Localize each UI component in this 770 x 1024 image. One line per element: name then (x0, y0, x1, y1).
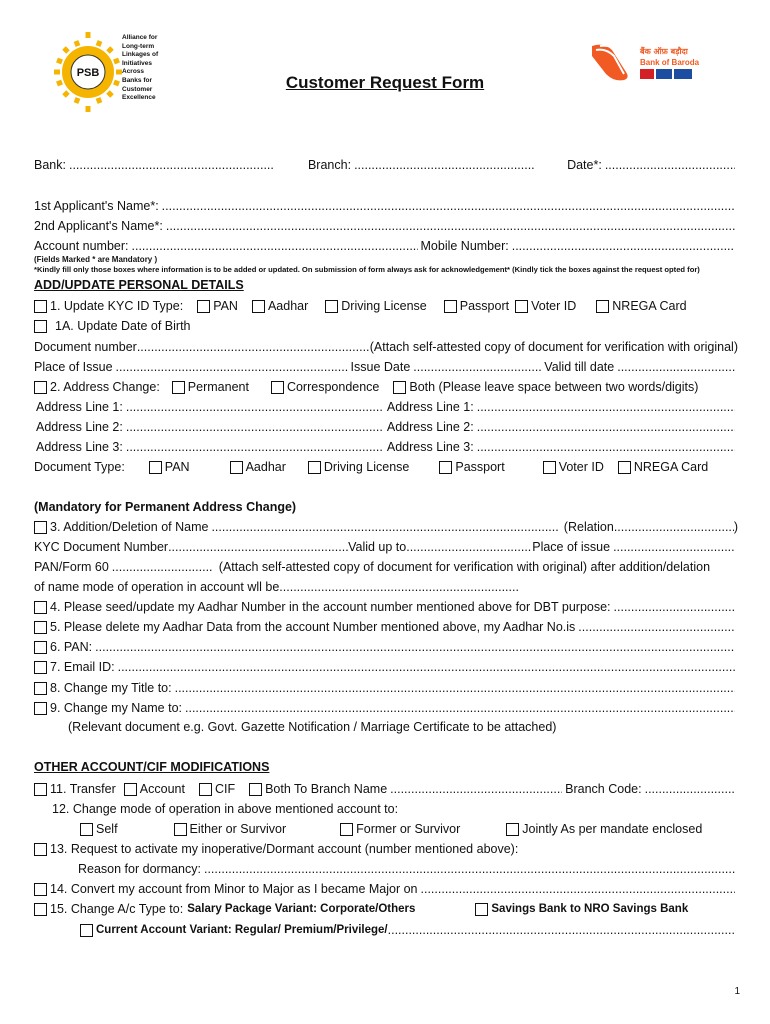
former-label: Former or Survivor (356, 822, 461, 836)
branch-code-label: Branch Code: (565, 782, 642, 796)
item3-label: 3. Addition/Deletion of Name (50, 520, 209, 534)
item14-checkbox[interactable] (34, 883, 47, 896)
place-issue-row (34, 359, 738, 375)
kyc-aadhar-label: Aadhar (267, 299, 309, 313)
corr-addr1-field[interactable] (477, 400, 735, 414)
psb-tagline: Alliance for Long-term Linkages of Initiatives Across Banks for Customer Excellence (122, 34, 159, 102)
correspondence-label: Correspondence (286, 380, 380, 394)
doc-passport-label: Passport (455, 460, 505, 474)
transfer-both-checkbox[interactable] (249, 783, 262, 796)
corr-addr3-label: Address Line 3: (386, 440, 474, 454)
relation-label: (Relation (563, 520, 614, 534)
item5-label: 5. Please delete my Aadhar Data from the account Number mentioned above, my Aadhar No.is (50, 620, 576, 634)
item4-checkbox[interactable] (34, 601, 47, 614)
doc-driving-label: Driving License (323, 460, 410, 474)
permanent-label: Permanent (187, 380, 249, 394)
pan-form-note: (Attach self-attested copy of document for verification with original) after addition/delation (218, 560, 711, 574)
mandatory-note: (Fields Marked * are Mandatory ) (34, 255, 158, 264)
valid-up-field[interactable] (406, 540, 532, 554)
item4-row (34, 599, 738, 615)
form-title: Customer Request Form (285, 73, 485, 92)
item9-row (34, 700, 738, 716)
pan-form-label: PAN/Form 60 (34, 560, 109, 574)
transfer-cif-checkbox[interactable] (199, 783, 212, 796)
bank-branch-date-row (34, 157, 738, 173)
item8-field[interactable] (175, 681, 735, 695)
doc-type-label: Document Type: (34, 460, 125, 474)
mode-op-row (34, 579, 738, 595)
place-of-issue-label: Place of issue (532, 540, 611, 554)
item8-checkbox[interactable] (34, 682, 47, 695)
item6-field[interactable] (95, 640, 735, 654)
kyc-driving-checkbox[interactable] (325, 300, 338, 313)
branch-code-field[interactable] (645, 782, 735, 796)
kyc-voter-label: Voter ID (531, 299, 577, 313)
valid-till-label: Valid till date (544, 360, 615, 374)
kyc-pan-checkbox[interactable] (197, 300, 210, 313)
place-of-issue-field[interactable] (613, 540, 735, 554)
both-address-label: Both (Please leave space between two words/digits) (409, 380, 699, 394)
transfer-account-label: Account (139, 782, 185, 796)
branch-label: Branch: (307, 158, 352, 172)
applicant1-row (34, 198, 738, 214)
item14-field[interactable] (421, 882, 735, 896)
relation-field[interactable] (614, 520, 734, 534)
corr-addr1-label: Address Line 1: (386, 400, 474, 414)
kyc-pan-label: PAN (213, 299, 238, 313)
either-label: Either or Survivor (189, 822, 287, 836)
account-mobile-row (34, 238, 738, 254)
self-label: Self (96, 822, 118, 836)
kyc-label: 1. Update KYC ID Type: (50, 299, 184, 313)
item7-label: 7. Email ID: (50, 660, 115, 674)
perm-addr1-field[interactable] (126, 400, 384, 414)
applicant1-label: 1st Applicant's Name*: (34, 199, 159, 213)
item13-checkbox[interactable] (34, 843, 47, 856)
bank-name: Bank of Baroda (640, 58, 700, 67)
address-change-checkbox[interactable] (34, 381, 47, 394)
doc-pan-checkbox[interactable] (149, 461, 162, 474)
item7-field[interactable] (118, 660, 735, 674)
item9-field[interactable] (185, 701, 735, 715)
account-number-field[interactable] (132, 239, 418, 253)
kyc-driving-label: Driving License (341, 299, 427, 313)
perm-addr2-field[interactable] (126, 420, 384, 434)
former-checkbox[interactable] (340, 823, 353, 836)
doc-passport-checkbox[interactable] (439, 461, 452, 474)
doc-number-label: Document number (34, 340, 137, 354)
self-checkbox[interactable] (80, 823, 93, 836)
mobile-number-field[interactable] (512, 239, 735, 253)
place-issue-label: Place of Issue (34, 360, 113, 374)
doc-aadhar-label: Aadhar (245, 460, 286, 474)
doc-driving-checkbox[interactable] (308, 461, 321, 474)
bank-field[interactable] (69, 158, 275, 172)
kyc-aadhar-checkbox[interactable] (252, 300, 265, 313)
account-number-label: Account number: (34, 239, 129, 253)
mobile-number-label: Mobile Number: (420, 239, 509, 253)
item9-label: 9. Change my Name to: (50, 701, 183, 715)
psb-badge: PSB (76, 67, 100, 79)
issue-date-field[interactable] (413, 360, 541, 374)
item14-label: 14. Convert my account from Minor to Major as I became Major on (50, 882, 418, 896)
corr-addr3-field[interactable] (477, 440, 735, 454)
current-variant-label: Current Account Variant: Regular/ Premium/Privilege/ (96, 924, 388, 936)
item15-checkbox[interactable] (34, 903, 47, 916)
permanent-mandatory-note: (Mandatory for Permanent Address Change) (34, 500, 297, 514)
dob-checkbox[interactable] (34, 320, 47, 333)
branch-field[interactable] (354, 158, 534, 172)
item3-checkbox[interactable] (34, 521, 47, 534)
savings-nro-checkbox[interactable] (475, 903, 488, 916)
transfer-cif-label: CIF (214, 782, 236, 796)
applicant2-row (34, 218, 738, 234)
doc-voter-checkbox[interactable] (543, 461, 556, 474)
item4-field[interactable] (614, 600, 735, 614)
address-change-label: 2. Address Change: (50, 380, 160, 394)
mode-op-field[interactable] (279, 580, 519, 594)
valid-up-label: Valid up to (348, 540, 407, 554)
date-field[interactable] (605, 158, 735, 172)
item5-field[interactable] (578, 620, 735, 634)
issue-date-label: Issue Date (350, 360, 411, 374)
item8-row (34, 680, 738, 696)
kyc-doc-label: KYC Document Number (34, 540, 169, 554)
bank-name-hindi: बैंक ऑफ़ बड़ौदा (640, 47, 688, 56)
item6-checkbox[interactable] (34, 641, 47, 654)
item8-label: 8. Change my Title to: (50, 681, 172, 695)
perm-addr3-field[interactable] (126, 440, 384, 454)
doc-aadhar-checkbox[interactable] (230, 461, 243, 474)
doc-nrega-checkbox[interactable] (618, 461, 631, 474)
dob-label: 1A. Update Date of Birth (55, 319, 191, 333)
doc-nrega-label: NREGA Card (633, 460, 709, 474)
corr-addr2-field[interactable] (477, 420, 735, 434)
item11-label: 11. Transfer (50, 782, 116, 796)
address-change-row (34, 379, 738, 395)
place-issue-field[interactable] (116, 360, 348, 374)
page-number: 1 (734, 986, 740, 997)
either-checkbox[interactable] (174, 823, 187, 836)
perm-addr3-label: Address Line 3: (36, 440, 123, 454)
item5-row (34, 619, 738, 635)
item15-row (34, 901, 738, 917)
item11-checkbox[interactable] (34, 783, 47, 796)
fill-note: *Kindly fill only those boxes where information is to be added or updated. On submission of form always ask for acknowledgement* (Kindly tick the boxes against the request opted for) (34, 265, 700, 274)
item12-label: 12. Change mode of operation in above mentioned account to: (52, 802, 399, 816)
item15-label: 15. Change A/c Type to: (50, 902, 184, 916)
both-branch-label: Both To Branch Name (265, 782, 388, 796)
other-modifications-heading: OTHER ACCOUNT/CIF MODIFICATIONS (34, 760, 270, 774)
kyc-checkbox[interactable] (34, 300, 47, 313)
kyc-nrega-label: NREGA Card (612, 299, 687, 313)
dob-row (34, 318, 738, 334)
address-line1-row (34, 399, 738, 415)
applicant1-field[interactable] (162, 199, 735, 213)
permanent-checkbox[interactable] (172, 381, 185, 394)
correspondence-checkbox[interactable] (271, 381, 284, 394)
perm-addr1-label: Address Line 1: (36, 400, 123, 414)
reason-field[interactable] (204, 862, 735, 876)
item3-row (34, 519, 738, 535)
item12-row (52, 801, 738, 817)
salary-variant-label: Salary Package Variant: Corporate/Others (187, 903, 416, 915)
kyc-nrega-checkbox[interactable] (596, 300, 609, 313)
doc-number-field[interactable] (137, 340, 370, 354)
item9-checkbox[interactable] (34, 702, 47, 715)
item9-note: (Relevant document e.g. Govt. Gazette Notification / Marriage Certificate to be attached) (68, 720, 557, 734)
relation-close: ) (733, 520, 738, 534)
item6-row (34, 639, 738, 655)
address-line2-row (34, 419, 738, 435)
both-address-checkbox[interactable] (393, 381, 406, 394)
current-variant-field[interactable] (388, 923, 735, 937)
kyc-doc-row (34, 539, 738, 555)
mode-op-label: of name mode of operation in account wll be (34, 580, 280, 594)
bank-label: Bank: (34, 158, 66, 172)
branch-name-field[interactable] (390, 782, 562, 796)
item11-row (34, 781, 738, 797)
kyc-voter-checkbox[interactable] (515, 300, 528, 313)
pan-form-field[interactable] (112, 560, 212, 574)
corr-addr2-label: Address Line 2: (386, 420, 474, 434)
applicant2-label: 2nd Applicant's Name*: (34, 219, 163, 233)
reason-row (78, 861, 738, 877)
savings-nro-label: Savings Bank to NRO Savings Bank (491, 903, 689, 915)
item5-checkbox[interactable] (34, 621, 47, 634)
personal-details-heading: ADD/UPDATE PERSONAL DETAILS (34, 278, 244, 292)
kyc-passport-label: Passport (459, 299, 510, 313)
kyc-row (34, 298, 738, 314)
item6-label: 6. PAN: (50, 640, 93, 654)
item14-row (34, 881, 738, 897)
address-line3-row (34, 439, 738, 455)
item3-field[interactable] (211, 520, 557, 534)
current-variant-checkbox[interactable] (80, 924, 93, 937)
date-label: Date*: (567, 158, 602, 172)
reason-label: Reason for dormancy: (78, 862, 201, 876)
kyc-passport-checkbox[interactable] (444, 300, 457, 313)
doc-attach-note: (Attach self-attested copy of document for verification with original) (369, 340, 738, 354)
transfer-account-checkbox[interactable] (124, 783, 137, 796)
item13-row (34, 841, 738, 857)
item4-label: 4. Please seed/update my Aadhar Number in the account number mentioned above for DBT purpose: (50, 600, 611, 614)
kyc-doc-field[interactable] (168, 540, 348, 554)
perm-addr2-label: Address Line 2: (36, 420, 123, 434)
doc-type-row (34, 459, 738, 475)
current-variant-row (80, 922, 738, 938)
doc-number-row (34, 339, 738, 355)
applicant2-field[interactable] (166, 219, 735, 233)
doc-voter-label: Voter ID (558, 460, 604, 474)
item7-row (34, 659, 738, 675)
item7-checkbox[interactable] (34, 661, 47, 674)
pan-form-row (34, 559, 738, 575)
mode-options-row (80, 821, 738, 837)
valid-till-field[interactable] (617, 360, 735, 374)
item13-label: 13. Request to activate my inoperative/Dormant account (number mentioned above): (50, 842, 519, 856)
doc-pan-label: PAN (164, 460, 190, 474)
jointly-checkbox[interactable] (506, 823, 519, 836)
jointly-label: Jointly As per mandate enclosed (522, 822, 703, 836)
